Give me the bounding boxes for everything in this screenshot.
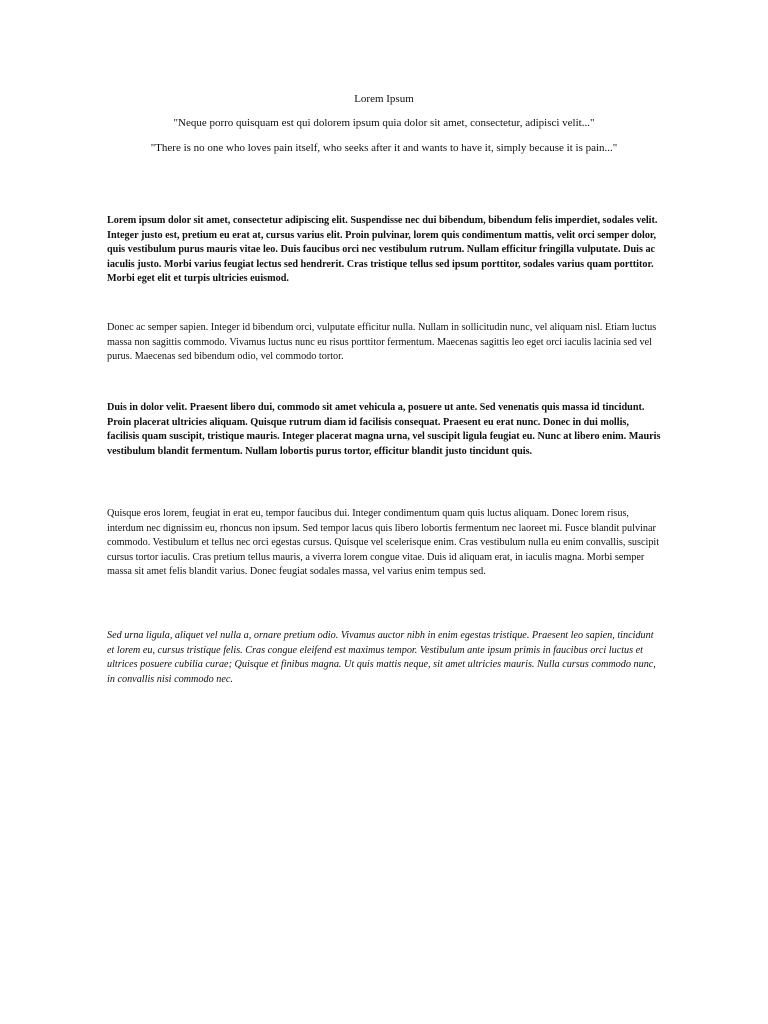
paragraph-2-regular: Donec ac semper sapien. Integer id bibendum orci, vulputate efficitur nulla. Nullam in sollicitudin nunc, vel aliquam nisl. Etiam luctus massa non sagittis commodo. Vivamus luctus nunc eu risus porttitor fermentum. Maecenas sagittis leo eget orci iaculis lacinia sed vel purus. Maecenas sed bibendum odio, vel commodo tortor. bbox=[107, 322, 657, 363]
paragraph-5-italic: Sed urna ligula, aliquet vel nulla a, ornare pretium odio. Vivamus auctor nibh in enim egestas tristique. Praesent leo sapien, tincidunt et lorem eu, cursus tristique felis. Cras congue eleifend est maximus tempor. Vestibulum ante ipsum primis in faucibus orci luctus et ultrices posuere cubilia curae; Quisque et finibus magna. Ut quis mattis neque, sit amet ultricies mauris. Nulla cursus commodo nunc, in convallis nisi commodo nec. bbox=[107, 630, 656, 685]
paragraph-3-bold: Duis in dolor velit. Praesent libero dui, commodo sit amet vehicula a, posuere ut ante. Sed venenatis quis massa id tincidunt. Proin placerat ultricies aliquam. Quisque rutrum diam id facilisis consequat. Praesent eu erat nunc. Donec in dui mollis, facilisis quam suscipit, tristique mauris. Integer placerat magna urna, vel suscipit ligula feugiat eu. Nunc at libero enim. Mauris vestibulum blandit fermentum. Nullam lobortis purus tortor, efficitur blandit justo tincidunt quis. bbox=[107, 402, 661, 457]
quote-english: "There is no one who loves pain itself, who seeks after it and wants to have it, simply because it is pain..." bbox=[150, 142, 618, 154]
document-title: Lorem Ipsum bbox=[354, 93, 414, 105]
paragraph-4-regular: Quisque eros lorem, feugiat in erat eu, tempor faucibus dui. Integer condimentum quam quis luctus aliquam. Donec lorem risus, interdum nec dignissim eu, rhoncus non ipsum. Sed tempor lacus quis libero lobortis fermentum nec laoreet mi. Fusce blandit pulvinar commodo. Vestibulum et tellus nec orci egestas cursus. Quisque vel scelerisque enim. Cras vestibulum nulla eu enim convallis, suscipit cursus tortor iaculis. Cras pretium tellus mauris, a viverra lorem congue vitae. Duis id aliquam erat, in iaculis magna. Morbi semper massa sit amet felis blandit varius. Donec feugiat sodales massa, vel varius enim tempus sed. bbox=[107, 508, 660, 578]
paragraph-1-bold: Lorem ipsum dolor sit amet, consectetur adipiscing elit. Suspendisse nec dui bibendum, bibendum felis imperdiet, sodales velit. Integer justo est, pretium eu erat at, cursus varius elit. Proin pulvinar, lorem quis condimentum mattis, velit orci semper dolor, quis vestibulum purus mauris vitae leo. Duis faucibus orci nec vestibulum rutrum. Nullam efficitur fringilla vulputate. Duis ac iaculis justo. Morbi varius feugiat lectus sed hendrerit. Cras tristique tellus sed ipsum porttitor, sodales varius quam porttitor. Morbi eget elit et turpis ultricies euismod. bbox=[107, 215, 658, 285]
quote-latin: "Neque porro quisquam est qui dolorem ipsum quia dolor sit amet, consectetur, adipisci velit..." bbox=[173, 117, 595, 129]
